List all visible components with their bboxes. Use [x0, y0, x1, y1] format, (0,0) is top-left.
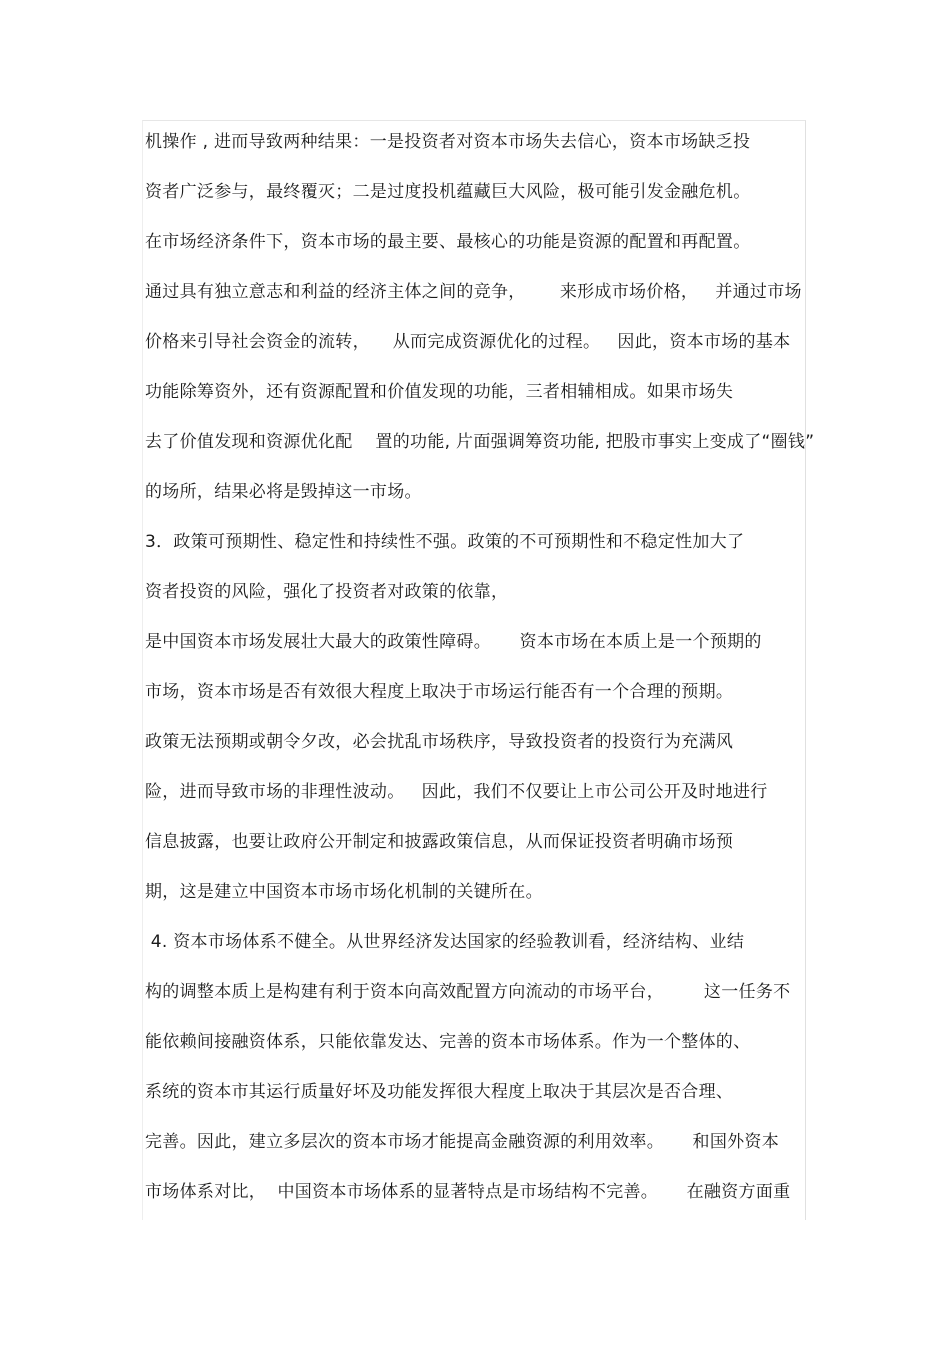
text-line: 3．政策可预期性、稳定性和持续性不强。政策的不可预期性和不稳定性加大了 [145, 532, 745, 552]
text-line: 期，这是建立中国资本市场市场化机制的关键所在。 [145, 882, 543, 902]
text-line: 系统的资本市其运行质量好坏及功能发挥很大程度上取决于其层次是否合理、 [145, 1082, 734, 1102]
text-line: 政策无法预期或朝令夕改，必会扰乱市场秩序，导致投资者的投资行为充满风 [145, 732, 734, 752]
text-line: 构的调整本质上是构建有利于资本向高效配置方向流动的市场平台， 这一任务不 [145, 982, 791, 1002]
text-line: 机操作 , 进而导致两种结果：一是投资者对资本市场失去信心，资本市场缺乏投 [145, 132, 751, 152]
text-line: 价格来引导社会资金的流转， 从而完成资源优化的过程。 因此，资本市场的基本 [145, 332, 791, 352]
text-line: 去了价值发现和资源优化配 置的功能, 片面强调筹资功能, 把股市事实上变成了“圈钱” [145, 432, 815, 452]
text-line: 信息披露，也要让政府公开制定和披露政策信息，从而保证投资者明确市场预 [145, 832, 734, 852]
text-line: 资者广泛参与，最终覆灭；二是过度投机蕴藏巨大风险，极可能引发金融危机。 [145, 182, 751, 202]
text-line: 市场，资本市场是否有效很大程度上取决于市场运行能否有一个合理的预期。 [145, 682, 734, 702]
text-line: 在市场经济条件下，资本市场的最主要、最核心的功能是资源的配置和再配置。 [145, 232, 751, 252]
text-line: 资者投资的风险，强化了投资者对政策的依靠， [145, 582, 509, 602]
text-line: 能依赖间接融资体系，只能依靠发达、完善的资本市场体系。作为一个整体的、 [145, 1032, 751, 1052]
text-line: 通过具有独立意志和利益的经济主体之间的竞争， 来形成市场价格， 并通过市场 [145, 282, 802, 302]
text-line: 市场体系对比， 中国资本市场体系的显著特点是市场结构不完善。 在融资方面重 [145, 1182, 791, 1202]
text-line: 是中国资本市场发展壮大最大的政策性障碍。 资本市场在本质上是一个预期的 [145, 632, 762, 652]
text-line: 的场所，结果必将是毁掉这一市场。 [145, 482, 422, 502]
text-line: 4. 资本市场体系不健全。从世界经济发达国家的经验教训看，经济结构、业结 [145, 932, 745, 952]
text-line: 险，进而导致市场的非理性波动。 因此，我们不仅要让上市公司公开及时地进行 [145, 782, 768, 802]
text-line: 完善。因此，建立多层次的资本市场才能提高金融资源的利用效率。 和国外资本 [145, 1132, 780, 1152]
text-line: 功能除筹资外，还有资源配置和价值发现的功能，三者相辅相成。如果市场失 [145, 382, 734, 402]
